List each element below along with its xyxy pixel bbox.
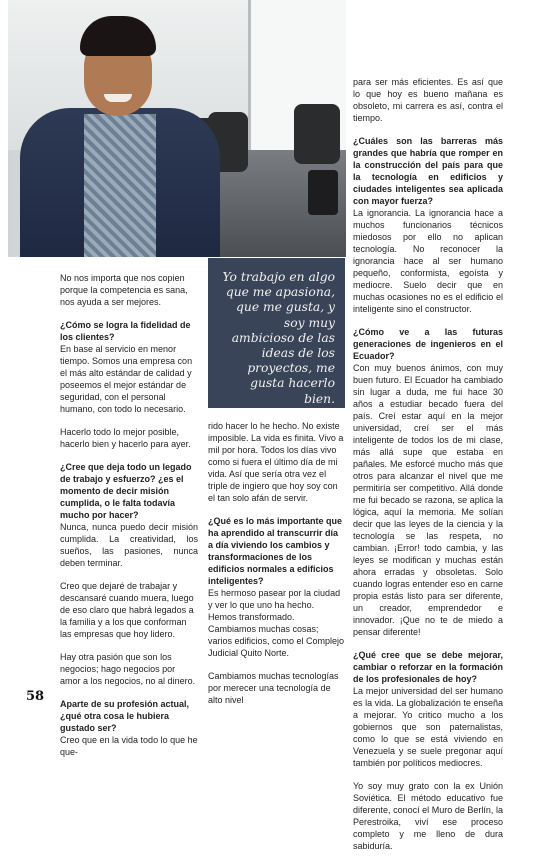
answer: para ser más eficientes. Es así que lo que hoy es bueno mañana es obsoleto, mi carrera es así, contra el tiempo. (353, 77, 503, 123)
question: ¿Qué cree que se debe mejorar, cambiar o reforzar en la formación de los profesionales de hoy? (353, 650, 503, 684)
pull-quote-text: Yo trabajo en algo que me apasiona, que me gusta, y soy muy ambicioso de las ideas de los proyectos, me gusta hacerlo bien. (222, 270, 335, 406)
column-3 (353, 76, 503, 863)
person-hair (80, 16, 156, 56)
paragraph: No nos importa que nos copien porque la competencia es sana, nos ayuda a ser mejores. (60, 273, 188, 307)
question: Aparte de su profesión actual, ¿qué otra cosa le hubiera gustado ser? (60, 699, 190, 733)
answer: En base al servicio en menor tiempo. Somos una empresa con el más alto estándar de calidad y poseemos el mejor estándar de seguridad, con el personal humano, con todo lo necesario. (60, 344, 193, 414)
answer: Creo que en la vida todo lo que he que- (60, 735, 198, 757)
column-2 (208, 420, 345, 717)
page-number: 58 (26, 689, 45, 704)
person-shirt (84, 114, 156, 257)
person-smile (104, 94, 132, 102)
answer: La ignorancia. La ignorancia hace a muchos funcionarios técnicos miedosos por ello no aplican tecnología. No reconocer la ignorancia hace al ser humano pequeño, conformista, egoísta y mediocre. Suelo decir que en muchas ocasiones no es el edificio el inteligente sino el constructor. (353, 208, 503, 314)
question: ¿Cómo ve a las futuras generaciones de ingenieros en el Ecuador? (353, 327, 503, 361)
question: ¿Cómo se logra la fidelidad de los clientes? (60, 320, 191, 342)
answer: Hay otra pasión que son los negocios; hago negocios por amor a los negocios, no al dinero. (60, 652, 196, 686)
answer: Nunca, nunca puedo decir misión cumplida. La creatividad, los sueños, las pasiones, nunca deben terminar. (60, 522, 198, 568)
column-1 (60, 272, 198, 769)
answer: Es hermoso pasear por la ciudad y ver lo que uno ha hecho. Hemos transformado. Cambiamos muchas cosas; varios edificios, como el Complejo Judicial Quito Norte. (208, 588, 345, 658)
answer: rido hacer lo he hecho. No existe imposible. La vida es finita. Vivo a mil por hora. Todos los días vivo como si fuera el último día de mi vida. Así que sería otra vez el triple de ingiero que hoy soy con el tan solo afán de servir. (208, 421, 344, 503)
answer: Creo que dejaré de trabajar y descansaré cuando muera, luego de eso claro que habrá legados a la familia y a los que conforman las empresas que hoy lidero. (60, 581, 194, 639)
answer: Cambiamos muchas tecnologías por merecer una tecnología de alto nivel (208, 671, 339, 705)
photo-chair (294, 104, 340, 164)
question: ¿Cree que deja todo un legado de trabajo y esfuerzo? ¿es el momento de decir misión cumplida, o le falta todavía mucho por hacer? (60, 462, 192, 520)
answer: Yo soy muy grato con la ex Unión Soviética. El método educativo fue diferente, conocí el Muro de Berlín, la Perestroika, viví ese proceso completo y me lleno de dura sabiduría. (353, 781, 503, 851)
answer: Con muy buenos ánimos, con muy buen futuro. El Ecuador ha cambiado sin lugar a duda, me fui hace 30 años a estudiar becado fuera del país. Creí estar aquí en la mejor universidad, creí ser el más inteligente de todos los de mi clase, más allá supe que estaba en pañales. Me esforcé mucho más que otros para alcanzar el nivel que me permitiría ser competitivo. Allá donde me fui becado se razona, se aplica la lógica, aquí la memoria. Me solían decir que las leyes de la ciencia y la tecnología se las respeta, no cambian. ¡Error! todo cambia, y las leyes se modifican y muchas están ahora erradas y obsoletas. Solo cuando logras entender eso en carne propia estás listo para ser diferente, un creador, emprendedor e innovador. ¡Que no te de miedo a pensar diferente! (353, 363, 503, 637)
photo-person (20, 10, 220, 257)
photo-phone (308, 170, 338, 215)
answer: La mejor universidad del ser humano es la vida. La globalización te enseña a mejorar. Yo critico mucho a los gobiernos que son paternalistas, como lo que se está viviendo en Venezuela y se suele pregonar aquí también por políticos mediocres. (353, 686, 503, 768)
answer: Hacerlo todo lo mejor posible, hacerlo bien y hacerlo para ayer. (60, 427, 191, 449)
interview-photo (8, 0, 346, 257)
question: ¿Cuáles son las barreras más grandes que habría que romper en la construcción del país para que la tecnología en edificios y ciudades inteligentes sea aplicada con mayor fuerza? (353, 136, 503, 206)
question: ¿Qué es lo más importante que ha aprendido al transcurrir día a día viviendo los cambios y transformaciones de los edificios normales a edificios inteligentes? (208, 516, 343, 586)
pull-quote-box (208, 258, 345, 408)
